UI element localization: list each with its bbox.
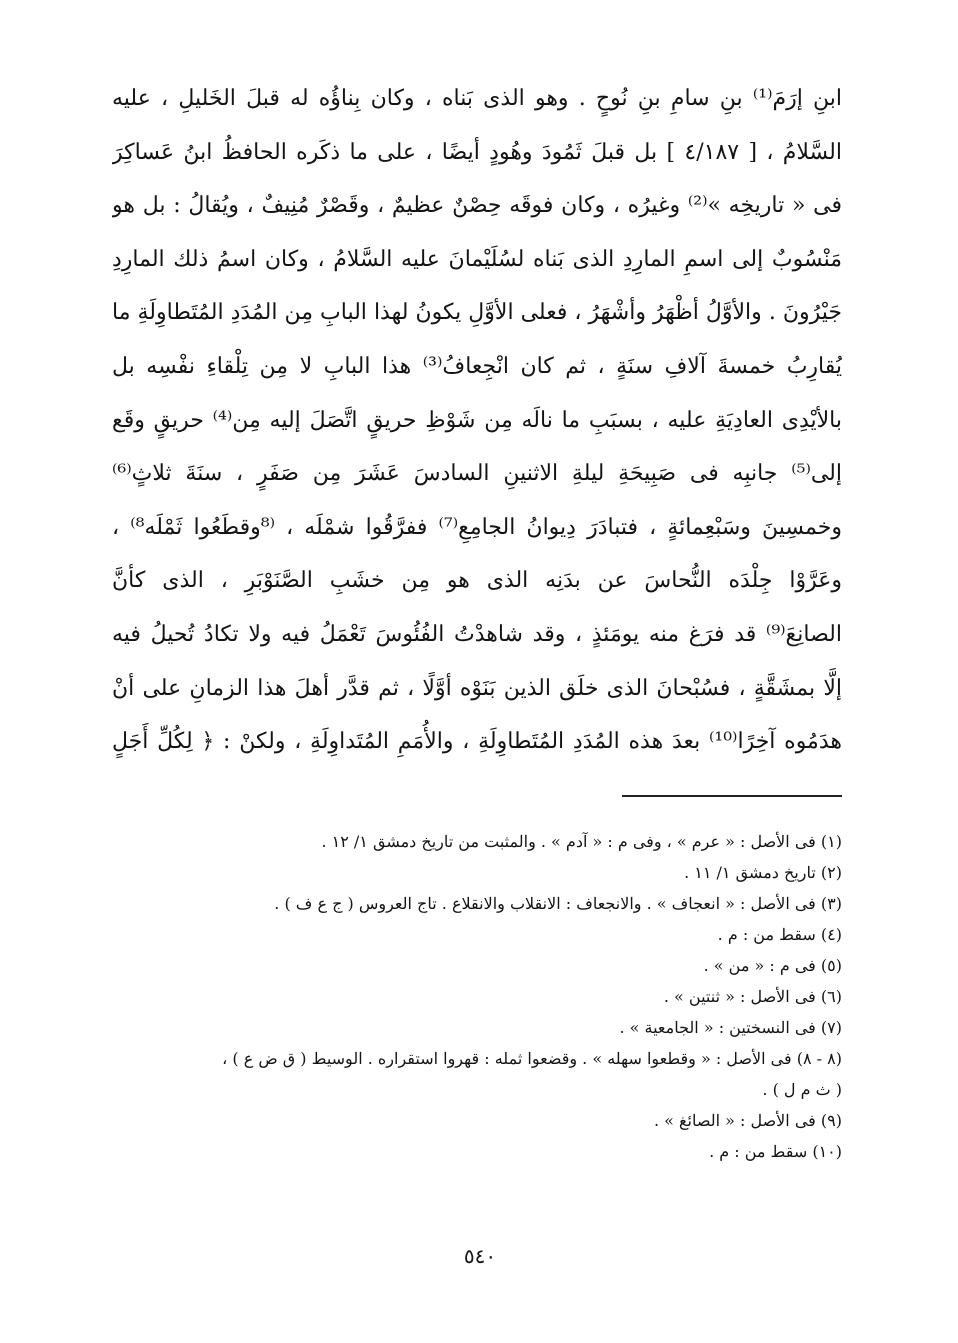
text-line: مَنْسُوبٌ إلى اسمِ المارِدِ الذى بَناه لسُلَيْمانَ عليه السَّلامُ ، وكان اسمُ ذلك المارِدِ [112,246,842,272]
footnote: (٩) فى الأصل : « الصائغ » . [653,1111,842,1130]
text-line: يُقارِبُ خمسةَ آلافِ سنَةٍ ، ثم كان انْجِعافُ⁽³⁾ هذا البابِ لا مِن تِلْقاءِ نفْسِه بل [112,353,842,379]
footnote: (٢) تاريخ دمشق ١/ ١١ . [684,863,842,882]
text-line: بالأيْدِى العادِيَةِ عليه ، بسبَبِ ما نالَه مِن شَوْظِ حريقٍ اتَّصَلَ إليه مِن⁽⁴⁾ حريقٍ وقَع [112,407,842,433]
page-number: ٥٤٠ [463,1244,497,1268]
footnote: (١٠) سقط من : م . [709,1142,842,1161]
footnotes [112,826,842,1167]
footnote: (٨ - ٨) فى الأصل : « وقطعوا سهله » . وقضعوا ثمله : قهروا استقراره . الوسيط ( ق ض ع ) ، [222,1049,842,1068]
text-line: جَيْرُونَ . والأوَّلُ أظْهَرُ وأشْهَرُ ، فعلى الأوَّلِ يكونُ لهذا البابِ مِن المُدَدِ المُتَطاوِلَةِ ما [112,300,842,326]
text-line: الصانِعَ⁽⁹⁾ قد فرَغ منه يومَئذٍ ، وقد شاهدْتُ الفُئُوسَ تَعْمَلُ فيه ولا تكادُ تُحيلُ فيه [112,621,842,647]
text-line: السَّلامُ ، [ ٤/١٨٧ ] بل قبلَ ثَمُودَ وهُودٍ أيضًا ، على ما ذكَره الحافظُ ابنُ عَساكِرَ [112,139,842,165]
footnote-separator [622,795,842,797]
text-line: هدَمُوه آخِرًا⁽¹⁰⁾ بعدَ هذه المُدَدِ المُتَطاوِلَةِ ، والأُمَمِ المُتَداوِلَةِ ، ولكنْ : ﴿ لِكُلِّ أَجَلٍ [112,729,842,755]
text-line: إلَّا بمشَقَّةٍ ، فسُبْحانَ الذى خلَق الذين بَنَوْه أوَّلًا ، ثم قدَّر أهلَ هذا الزمانِ على أنْ [112,675,842,701]
text-line: وخمسِينَ وسَبْعِمائةٍ ، فتبادَرَ دِيوانُ الجامِعِ⁽⁷⁾ ففرَّقُوا شمْلَه ، ⁽⁸وقطَعُوا ثَمْلَه⁸⁾ ، [112,514,842,540]
main-text [112,72,842,769]
footnote: (٣) فى الأصل : « انعجاف » . والانجعاف : الانقلاب والانقلاع . تاج العروس ( ج ع ف ) . [274,894,842,913]
footnote: (٦) فى الأصل : « ثنتين » . [663,987,842,1006]
footnote: (٤) سقط من : م . [717,925,842,944]
text-line: وعَرَّوْا جِلْدَه النُّحاسَ عن بدَنِه الذى هو مِن خشَبِ الصَّنَوْبَرِ ، الذى كأنَّ [112,568,842,594]
footnote: (١) فى الأصل : « عرم » ، وفى م : « آدم » . والمثبت من تاريخ دمشق ١/ ١٢ . [321,832,842,851]
text-line: إلى⁽⁵⁾ جانبِه فى صَبِيحَةِ ليلةِ الاثنينِ السادسَ عَشَرَ مِن صَفَرٍ ، سنَةَ ثلاثٍ⁽⁶⁾ [112,461,842,487]
footnote-continuation: ( ث م ل ) . [762,1080,842,1099]
text-line: فى « تاريخِه »⁽²⁾ وغيرُه ، وكان فوقَه حِصْنٌ عظيمٌ ، وقَصْرٌ مُنِيفٌ ، ويُقالُ : بل هو [112,193,842,219]
footnote: (٥) فى م : « من » . [703,956,842,975]
footnote: (٧) فى النسختين : « الجامعية » . [619,1018,842,1037]
text-line: ابنِ إرَمَ⁽¹⁾ بنِ سامِ بنِ نُوحٍ . وهو الذى بَناه ، وكان بِناؤُه له قبلَ الخَليلِ ، عليه [112,86,842,111]
